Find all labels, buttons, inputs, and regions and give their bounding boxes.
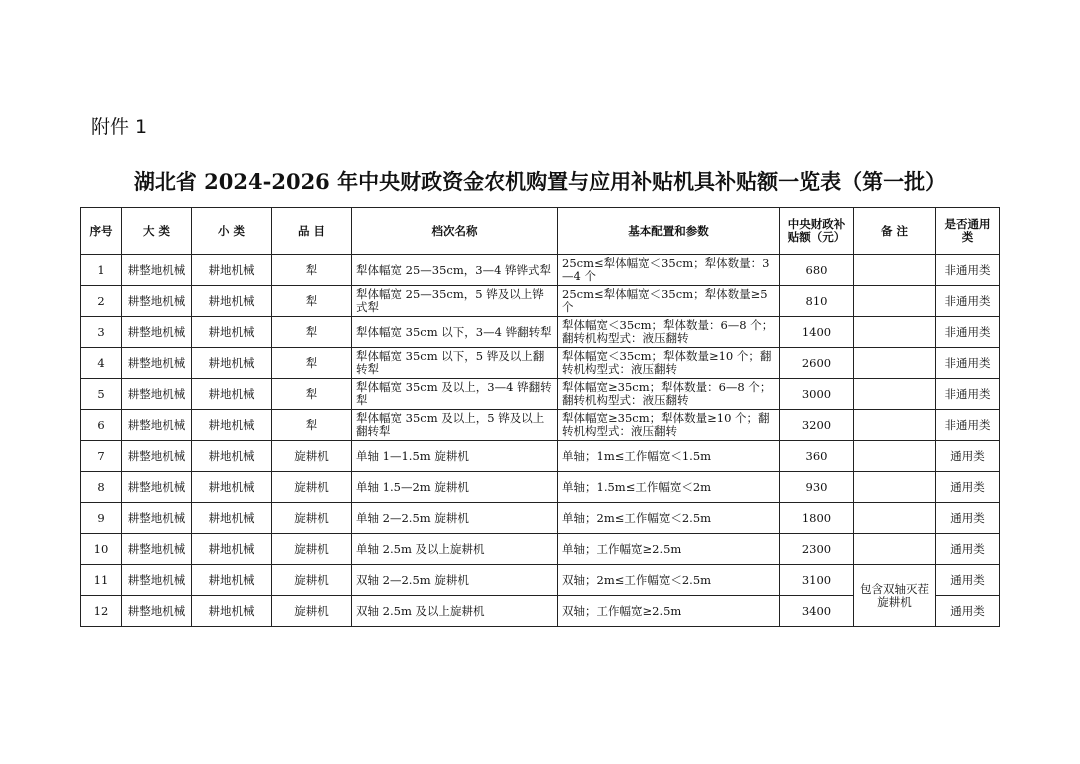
- cell-subcategory: 耕地机械: [192, 410, 272, 441]
- cell-item: 旋耕机: [272, 441, 352, 472]
- cell-grade-name: 单轴 2.5m 及以上旋耕机: [352, 534, 558, 565]
- cell-seq: 3: [81, 317, 122, 348]
- cell-grade-name: 犁体幅宽 35cm 以下，3—4 铧翻转犁: [352, 317, 558, 348]
- cell-is-general: 通用类: [936, 596, 1000, 627]
- subsidy-table: [80, 207, 1000, 627]
- cell-subcategory: 耕地机械: [192, 379, 272, 410]
- cell-category: 耕整地机械: [122, 596, 192, 627]
- cell-config: 25cm≤犁体幅宽＜35cm；犁体数量：3—4 个: [558, 255, 780, 286]
- cell-remark: [854, 348, 936, 379]
- cell-remark: [854, 503, 936, 534]
- cell-config: 双轴；工作幅宽≥2.5m: [558, 596, 780, 627]
- cell-is-general: 通用类: [936, 534, 1000, 565]
- cell-remark: [854, 255, 936, 286]
- header-item: 品 目: [272, 208, 352, 255]
- cell-seq: 4: [81, 348, 122, 379]
- cell-subcategory: 耕地机械: [192, 317, 272, 348]
- cell-subcategory: 耕地机械: [192, 565, 272, 596]
- cell-subcategory: 耕地机械: [192, 286, 272, 317]
- cell-category: 耕整地机械: [122, 472, 192, 503]
- table-row: [81, 348, 1000, 379]
- table-row: [81, 441, 1000, 472]
- cell-remark: [854, 534, 936, 565]
- table-row: [81, 286, 1000, 317]
- header-seq: 序号: [81, 208, 122, 255]
- cell-category: 耕整地机械: [122, 348, 192, 379]
- cell-seq: 12: [81, 596, 122, 627]
- cell-subsidy: 810: [780, 286, 854, 317]
- cell-remark: [854, 317, 936, 348]
- cell-config: 单轴；1m≤工作幅宽＜1.5m: [558, 441, 780, 472]
- cell-grade-name: 犁体幅宽 25—35cm，5 铧及以上铧式犁: [352, 286, 558, 317]
- cell-item: 犁: [272, 379, 352, 410]
- cell-remark: [854, 286, 936, 317]
- cell-is-general: 通用类: [936, 565, 1000, 596]
- cell-is-general: 通用类: [936, 503, 1000, 534]
- header-subcategory: 小 类: [192, 208, 272, 255]
- cell-item: 旋耕机: [272, 503, 352, 534]
- table-row: [81, 410, 1000, 441]
- attachment-label: 附件 1: [91, 116, 148, 138]
- cell-grade-name: 双轴 2.5m 及以上旋耕机: [352, 596, 558, 627]
- cell-remark-merged: 包含双轴灭茬旋耕机: [854, 565, 936, 627]
- cell-config: 单轴；工作幅宽≥2.5m: [558, 534, 780, 565]
- cell-subcategory: 耕地机械: [192, 596, 272, 627]
- table-row: [81, 503, 1000, 534]
- cell-seq: 6: [81, 410, 122, 441]
- table-row: [81, 317, 1000, 348]
- cell-config: 犁体幅宽＜35cm；犁体数量≥10 个；翻转机构型式：液压翻转: [558, 348, 780, 379]
- cell-subcategory: 耕地机械: [192, 255, 272, 286]
- cell-is-general: 非通用类: [936, 317, 1000, 348]
- cell-remark: [854, 441, 936, 472]
- table-row: [81, 534, 1000, 565]
- header-config: 基本配置和参数: [558, 208, 780, 255]
- cell-grade-name: 单轴 2—2.5m 旋耕机: [352, 503, 558, 534]
- cell-subsidy: 930: [780, 472, 854, 503]
- cell-subsidy: 2600: [780, 348, 854, 379]
- cell-category: 耕整地机械: [122, 410, 192, 441]
- cell-item: 旋耕机: [272, 472, 352, 503]
- cell-subsidy: 2300: [780, 534, 854, 565]
- cell-subsidy: 3400: [780, 596, 854, 627]
- cell-grade-name: 犁体幅宽 35cm 及以上，3—4 铧翻转犁: [352, 379, 558, 410]
- cell-item: 旋耕机: [272, 565, 352, 596]
- cell-subsidy: 3200: [780, 410, 854, 441]
- cell-seq: 11: [81, 565, 122, 596]
- cell-remark: [854, 410, 936, 441]
- header-subsidy: 中央财政补贴额（元）: [780, 208, 854, 255]
- cell-grade-name: 犁体幅宽 35cm 及以上，5 铧及以上翻转犁: [352, 410, 558, 441]
- cell-subsidy: 1800: [780, 503, 854, 534]
- cell-seq: 5: [81, 379, 122, 410]
- cell-item: 犁: [272, 286, 352, 317]
- cell-config: 单轴；1.5m≤工作幅宽＜2m: [558, 472, 780, 503]
- cell-is-general: 非通用类: [936, 379, 1000, 410]
- cell-grade-name: 犁体幅宽 25—35cm，3—4 铧铧式犁: [352, 255, 558, 286]
- cell-subsidy: 3100: [780, 565, 854, 596]
- cell-item: 犁: [272, 348, 352, 379]
- cell-category: 耕整地机械: [122, 379, 192, 410]
- cell-is-general: 非通用类: [936, 348, 1000, 379]
- cell-config: 犁体幅宽≥35cm；犁体数量：6—8 个；翻转机构型式：液压翻转: [558, 379, 780, 410]
- header-grade-name: 档次名称: [352, 208, 558, 255]
- cell-subcategory: 耕地机械: [192, 472, 272, 503]
- cell-is-general: 非通用类: [936, 255, 1000, 286]
- cell-seq: 10: [81, 534, 122, 565]
- document-title: 湖北省 2024-2026 年中央财政资金农机购置与应用补贴机具补贴额一览表（第一批）: [133, 169, 947, 194]
- cell-seq: 8: [81, 472, 122, 503]
- cell-seq: 9: [81, 503, 122, 534]
- header-is-general: 是否通用类: [936, 208, 1000, 255]
- cell-category: 耕整地机械: [122, 317, 192, 348]
- cell-item: 旋耕机: [272, 596, 352, 627]
- cell-category: 耕整地机械: [122, 565, 192, 596]
- cell-subsidy: 680: [780, 255, 854, 286]
- cell-grade-name: 双轴 2—2.5m 旋耕机: [352, 565, 558, 596]
- cell-is-general: 非通用类: [936, 410, 1000, 441]
- cell-remark: [854, 379, 936, 410]
- cell-is-general: 非通用类: [936, 286, 1000, 317]
- header-category: 大 类: [122, 208, 192, 255]
- cell-subsidy: 360: [780, 441, 854, 472]
- cell-category: 耕整地机械: [122, 534, 192, 565]
- cell-subcategory: 耕地机械: [192, 348, 272, 379]
- cell-item: 旋耕机: [272, 534, 352, 565]
- cell-is-general: 通用类: [936, 472, 1000, 503]
- cell-config: 双轴；2m≤工作幅宽＜2.5m: [558, 565, 780, 596]
- cell-grade-name: 单轴 1.5—2m 旋耕机: [352, 472, 558, 503]
- cell-category: 耕整地机械: [122, 441, 192, 472]
- table-row: [81, 565, 1000, 596]
- cell-seq: 1: [81, 255, 122, 286]
- cell-item: 犁: [272, 317, 352, 348]
- cell-category: 耕整地机械: [122, 255, 192, 286]
- cell-grade-name: 单轴 1—1.5m 旋耕机: [352, 441, 558, 472]
- cell-subsidy: 1400: [780, 317, 854, 348]
- cell-seq: 7: [81, 441, 122, 472]
- cell-category: 耕整地机械: [122, 503, 192, 534]
- cell-subcategory: 耕地机械: [192, 503, 272, 534]
- table-row: [81, 472, 1000, 503]
- table-row: [81, 255, 1000, 286]
- cell-config: 犁体幅宽≥35cm；犁体数量≥10 个；翻转机构型式：液压翻转: [558, 410, 780, 441]
- cell-category: 耕整地机械: [122, 286, 192, 317]
- table-row: [81, 379, 1000, 410]
- cell-config: 单轴；2m≤工作幅宽＜2.5m: [558, 503, 780, 534]
- cell-is-general: 通用类: [936, 441, 1000, 472]
- cell-subcategory: 耕地机械: [192, 534, 272, 565]
- table-header-row: [81, 208, 1000, 255]
- cell-config: 犁体幅宽＜35cm；犁体数量：6—8 个；翻转机构型式：液压翻转: [558, 317, 780, 348]
- cell-item: 犁: [272, 410, 352, 441]
- cell-config: 25cm≤犁体幅宽＜35cm；犁体数量≥5 个: [558, 286, 780, 317]
- cell-subsidy: 3000: [780, 379, 854, 410]
- header-remark: 备 注: [854, 208, 936, 255]
- cell-grade-name: 犁体幅宽 35cm 以下，5 铧及以上翻转犁: [352, 348, 558, 379]
- cell-subcategory: 耕地机械: [192, 441, 272, 472]
- cell-seq: 2: [81, 286, 122, 317]
- cell-remark: [854, 472, 936, 503]
- cell-item: 犁: [272, 255, 352, 286]
